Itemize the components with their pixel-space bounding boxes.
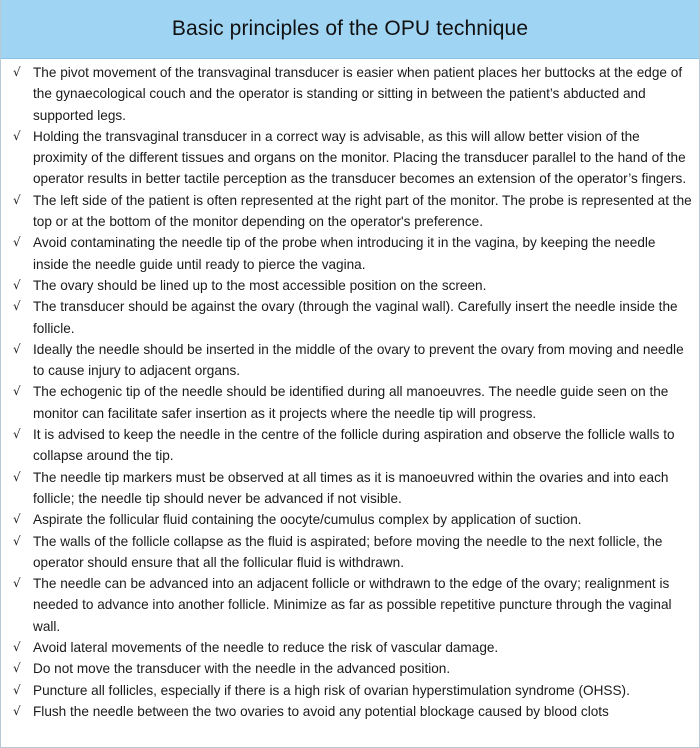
- list-item: [13, 637, 693, 658]
- list-item: [13, 296, 693, 339]
- list-item: [13, 126, 693, 190]
- title-banner: [1, 0, 699, 59]
- list-item-text: The walls of the follicle collapse as the fluid is aspirated; before moving the needle to the next follicle, the operator should ensure that all the follicular fluid is withdrawn.: [33, 533, 663, 570]
- checkmark-icon: √: [13, 427, 21, 442]
- list-item-text: The pivot movement of the transvaginal transducer is easier when patient places her buttocks at the edge of the gynaecological couch and the operator is standing or sitting in between the patient’s abducted and supported legs.: [33, 65, 683, 123]
- list-item-text: The needle can be advanced into an adjacent follicle or withdrawn to the edge of the ovary; realignment is needed to advance into another follicle. Minimize as far as possible repetitive puncture through the vaginal wall.: [33, 576, 672, 634]
- checkmark-icon: √: [13, 640, 21, 655]
- list-item-text: Puncture all follicles, especially if there is a high risk of ovarian hyperstimulation syndrome (OHSS).: [33, 682, 630, 698]
- list-item: [13, 509, 693, 530]
- list-item: [13, 467, 693, 510]
- checkmark-icon: √: [13, 235, 21, 250]
- list-item: [13, 232, 693, 275]
- checkmark-icon: √: [13, 65, 21, 79]
- list-item-text: Do not move the transducer with the needle in the advanced position.: [33, 661, 451, 677]
- list-item-text: The left side of the patient is often represented at the right part of the monitor. The probe is represented at the top or at the bottom of the monitor depending on the operator's preference.: [33, 192, 692, 230]
- checkmark-icon: √: [13, 192, 21, 207]
- list-item-text: The ovary should be lined up to the most accessible position on the screen.: [33, 277, 487, 293]
- checkmark-icon: √: [13, 299, 21, 314]
- checkmark-icon: √: [13, 533, 21, 548]
- list-item: [13, 531, 693, 574]
- list-item-text: The echogenic tip of the needle should be identified during all manoeuvres. The needle guide seen on the monitor can facilitate safer insertion as it projects where the needle tip will progress.: [33, 384, 669, 421]
- checkmark-icon: √: [13, 703, 21, 718]
- checkmark-icon: √: [13, 512, 21, 527]
- page-title: Basic principles of the OPU technique: [171, 17, 529, 40]
- list-item: [13, 275, 693, 296]
- checkmark-icon: √: [13, 384, 21, 399]
- list-item-text: The transducer should be against the ovary (through the vaginal wall). Carefully insert the needle inside the follicle.: [33, 299, 678, 336]
- checkmark-icon: √: [13, 277, 21, 292]
- checkmark-icon: √: [13, 469, 21, 484]
- list-item-text: Flush the needle between the two ovaries to avoid any potential blockage caused by blood clots: [33, 703, 609, 719]
- checkmark-icon: √: [13, 128, 21, 143]
- list-item: [13, 573, 693, 637]
- list-item-text: The needle tip markers must be observed at all times as it is manoeuvred within the ovaries and into each follicle; the needle tip should never be advanced if not visible.: [33, 469, 669, 506]
- list-item: [13, 701, 693, 722]
- checkmark-icon: √: [13, 661, 21, 676]
- list-item: [13, 190, 693, 233]
- list-item: [13, 680, 693, 701]
- list-item: [13, 62, 693, 126]
- checkmark-icon: √: [13, 576, 21, 591]
- checkmark-icon: √: [13, 341, 21, 356]
- list-item-text: Avoid lateral movements of the needle to reduce the risk of vascular damage.: [33, 640, 499, 656]
- list-item-text: Holding the transvaginal transducer in a correct way is advisable, as this will allow better vision of the proximity of the different tissues and organs on the monitor. Placing the transducer parallel to the hand of the operator results in better tactile perception as the transducer becomes an extension of the operator’s fingers.: [33, 128, 687, 187]
- list-item: [13, 339, 693, 382]
- list-item: [13, 424, 693, 467]
- checkmark-icon: √: [13, 682, 21, 697]
- list-item: [13, 658, 693, 679]
- principles-list: [1, 59, 699, 722]
- list-item-text: It is advised to keep the needle in the centre of the follicle during aspiration and observe the follicle walls to collapse around the tip.: [33, 427, 675, 464]
- list-item-text: Aspirate the follicular fluid containing the oocyte/cumulus complex by application of suction.: [33, 512, 582, 528]
- list-item-text: Ideally the needle should be inserted in the middle of the ovary to prevent the ovary from moving and needle to cause injury to adjacent organs.: [33, 341, 684, 379]
- list-item-text: Avoid contaminating the needle tip of the probe when introducing it in the vagina, by keeping the needle inside the needle guide until ready to pierce the vagina.: [33, 235, 656, 272]
- list-item: [13, 381, 693, 424]
